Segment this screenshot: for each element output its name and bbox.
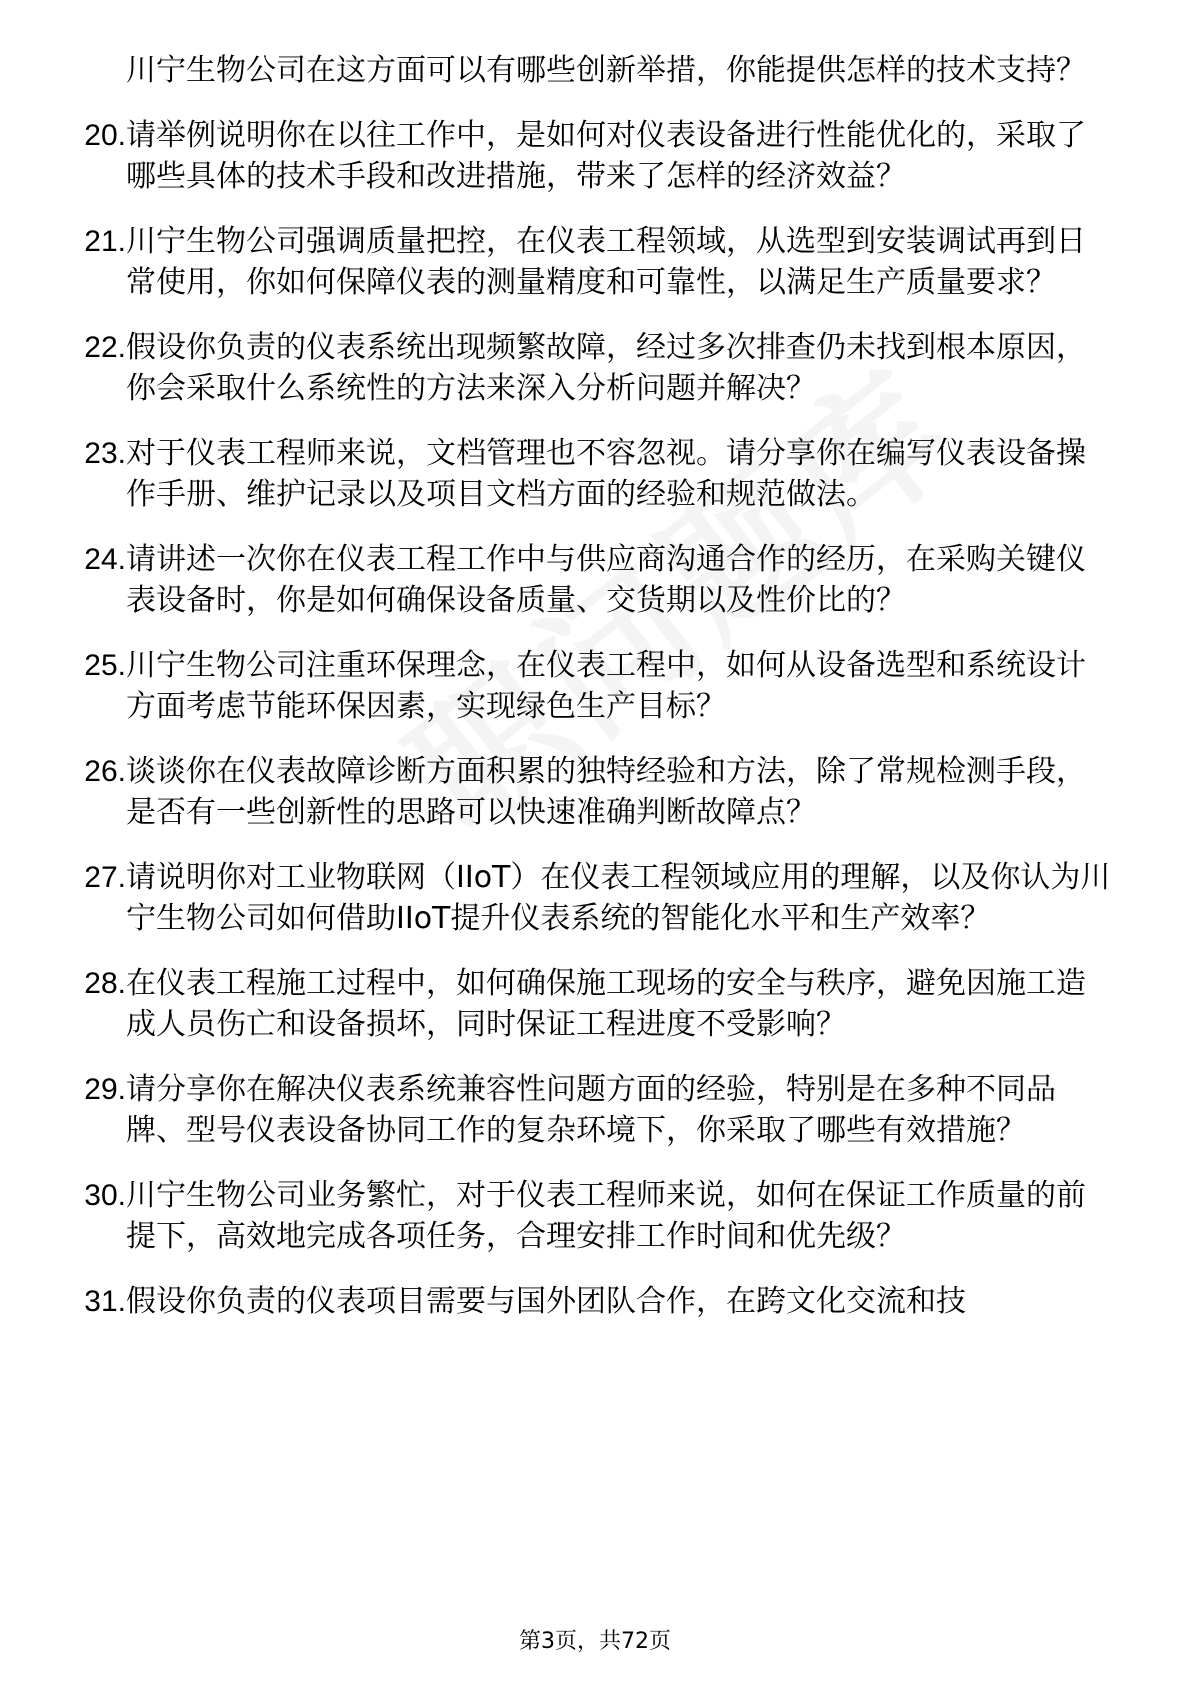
question-item bbox=[84, 1281, 1113, 1322]
question-number: 23. bbox=[84, 437, 126, 470]
question-number: 29. bbox=[84, 1073, 126, 1106]
question-number: 22. bbox=[84, 331, 126, 364]
question-list bbox=[84, 50, 1113, 1346]
question-item bbox=[84, 221, 1113, 303]
question-item bbox=[84, 433, 1113, 515]
question-number: 21. bbox=[84, 225, 126, 258]
question-item bbox=[84, 857, 1113, 939]
question-item bbox=[84, 1175, 1113, 1257]
question-text: 请说明你对工业物联网（IIoT）在仪表工程领域应用的理解，以及你认为川宁生物公司如何借助IIoT提升仪表系统的智能化水平和生产效率？ bbox=[126, 860, 1111, 936]
question-text: 请分享你在解决仪表系统兼容性问题方面的经验，特别是在多种不同品牌、型号仪表设备协同工作的复杂环境下，你采取了哪些有效措施？ bbox=[126, 1072, 1056, 1148]
question-text: 川宁生物公司注重环保理念，在仪表工程中，如何从设备选型和系统设计方面考虑节能环保因素，实现绿色生产目标？ bbox=[126, 648, 1086, 724]
question-number: 28. bbox=[84, 967, 126, 1000]
question-text: 假设你负责的仪表项目需要与国外团队合作，在跨文化交流和技 bbox=[126, 1284, 966, 1319]
page-footer: 第3页，共72页 bbox=[519, 1629, 671, 1654]
question-item bbox=[84, 1069, 1113, 1151]
question-number: 26. bbox=[84, 755, 126, 788]
question-number: 20. bbox=[84, 119, 126, 152]
question-item bbox=[84, 539, 1113, 621]
question-number: 31. bbox=[84, 1285, 126, 1318]
question-text: 川宁生物公司强调质量把控，在仪表工程领域，从选型到安装调试再到日常使用，你如何保障仪表的测量精度和可靠性，以满足生产质量要求？ bbox=[126, 224, 1086, 300]
question-text: 谈谈你在仪表故障诊断方面积累的独特经验和方法，除了常规检测手段，是否有一些创新性的思路可以快速准确判断故障点？ bbox=[126, 754, 1086, 830]
question-item bbox=[84, 963, 1113, 1045]
continued-question-text: 川宁生物公司在这方面可以有哪些创新举措，你能提供怎样的技术支持？ bbox=[126, 53, 1086, 88]
question-number: 24. bbox=[84, 543, 126, 576]
question-item bbox=[84, 645, 1113, 727]
question-item bbox=[84, 751, 1113, 833]
question-text: 在仪表工程施工过程中，如何确保施工现场的安全与秩序，避免因施工造成人员伤亡和设备损坏，同时保证工程进度不受影响？ bbox=[126, 966, 1086, 1042]
question-item bbox=[84, 115, 1113, 197]
question-number: 27. bbox=[84, 861, 126, 894]
question-text: 川宁生物公司业务繁忙，对于仪表工程师来说，如何在保证工作质量的前提下，高效地完成各项任务，合理安排工作时间和优先级？ bbox=[126, 1178, 1086, 1254]
question-text: 假设你负责的仪表系统出现频繁故障，经过多次排查仍未找到根本原因，你会采取什么系统性的方法来深入分析问题并解决？ bbox=[126, 330, 1086, 406]
question-number: 30. bbox=[84, 1179, 126, 1212]
question-number: 25. bbox=[84, 649, 126, 682]
question-text: 请讲述一次你在仪表工程工作中与供应商沟通合作的经历，在采购关键仪表设备时，你是如何确保设备质量、交货期以及性价比的？ bbox=[126, 542, 1086, 618]
question-text: 对于仪表工程师来说，文档管理也不容忽视。请分享你在编写仪表设备操作手册、维护记录以及项目文档方面的经验和规范做法。 bbox=[126, 436, 1086, 512]
question-item bbox=[84, 327, 1113, 409]
question-text: 请举例说明你在以往工作中，是如何对仪表设备进行性能优化的，采取了哪些具体的技术手段和改进措施，带来了怎样的经济效益？ bbox=[126, 118, 1086, 194]
